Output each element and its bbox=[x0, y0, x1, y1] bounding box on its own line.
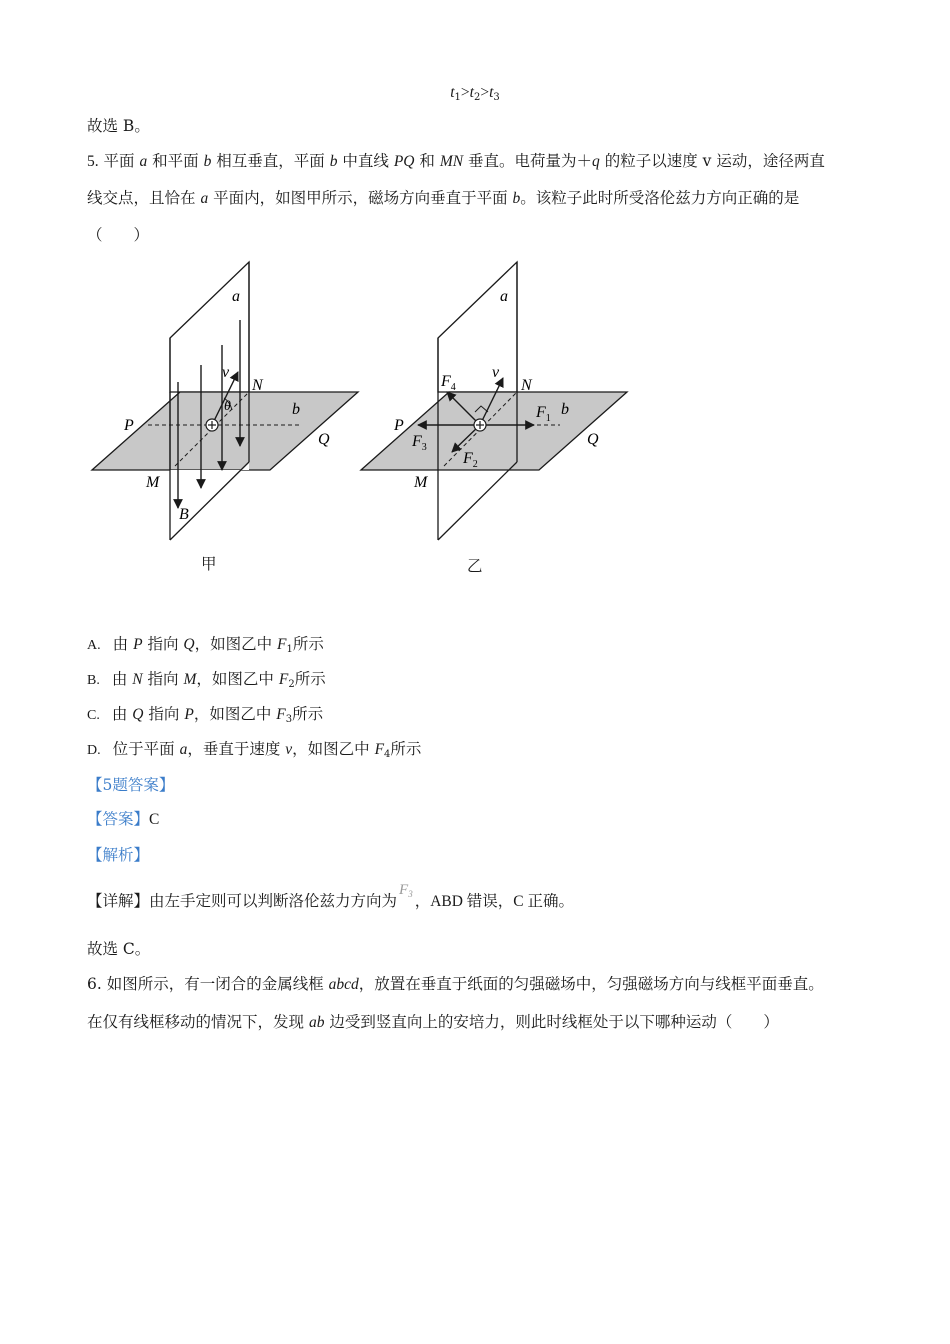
svg-text:b: b bbox=[292, 401, 300, 418]
f3-formula-image: $F_3$ bbox=[399, 882, 413, 899]
answer-header: 【5题答案】 bbox=[87, 776, 175, 794]
svg-text:F3: $F_3$ bbox=[412, 433, 427, 453]
svg-text:a: a bbox=[500, 288, 508, 305]
svg-text:b: b bbox=[561, 401, 569, 418]
svg-text:F4: $F_4$ bbox=[441, 373, 456, 393]
svg-text:a: a bbox=[232, 288, 240, 305]
analysis-tag: 【解析】 bbox=[87, 846, 150, 864]
svg-text:F1: $F_1$ bbox=[536, 404, 551, 424]
time-inequality: $t_1>t_2>t_3$ bbox=[450, 84, 500, 103]
diagram-yi bbox=[361, 262, 627, 540]
q5-line-3: （ ） bbox=[87, 226, 150, 244]
svg-text:M: M bbox=[146, 474, 160, 491]
conclusion: 故选 C。 bbox=[87, 940, 151, 958]
option-c[interactable]: C. 由 Q 指向 P，如图乙中 $F_3$所示 bbox=[87, 705, 324, 725]
magnetic-field-figure bbox=[80, 255, 640, 585]
answer-line: 【答案】C bbox=[87, 810, 160, 828]
diagram-jia bbox=[92, 262, 358, 540]
svg-text:Q: Q bbox=[318, 431, 330, 448]
svg-text:θ: θ bbox=[224, 399, 231, 414]
svg-text:F2: $F_2$ bbox=[463, 450, 478, 470]
previous-conclusion: 故选 B。 bbox=[87, 117, 150, 135]
svg-text:N: N bbox=[521, 377, 532, 394]
svg-text:Q: Q bbox=[587, 431, 599, 448]
caption-jia: 甲 bbox=[201, 555, 217, 573]
q5-line-1: 5. 平面 a 和平面 b 相互垂直，平面 b 中直线 PQ 和 MN 垂直。电荷量为＋q 的粒子以速度 v 运动，途径两直 bbox=[87, 152, 825, 170]
option-d[interactable]: D. 位于平面 a，垂直于速度 v，如图乙中 $F_4$所示 bbox=[87, 740, 422, 760]
option-b[interactable]: B. 由 N 指向 M，如图乙中 $F_2$所示 bbox=[87, 670, 326, 690]
svg-text:B: B bbox=[179, 506, 189, 523]
q5-line-2: 线交点，且恰在 a 平面内，如图甲所示，磁场方向垂直于平面 b。该粒子此时所受洛伦兹力方向正确的是 bbox=[87, 189, 800, 207]
svg-text:v: v bbox=[222, 364, 230, 381]
svg-text:v: v bbox=[492, 364, 500, 381]
caption-yi: 乙 bbox=[467, 557, 483, 575]
svg-text:P: P bbox=[394, 417, 404, 434]
q6-line-2: 在仅有线框移动的情况下，发现 ab 边受到竖直向上的安培力，则此时线框处于以下哪种运动（ ） bbox=[87, 1013, 779, 1031]
svg-text:M: M bbox=[414, 474, 428, 491]
svg-text:N: N bbox=[252, 377, 263, 394]
q6-line-1: 6. 如图所示，有一闭合的金属线框 abcd，放置在垂直于纸面的匀强磁场中，匀强磁场方向与线框平面垂直。 bbox=[87, 975, 824, 993]
option-a[interactable]: A. 由 P 指向 Q，如图乙中 $F_1$所示 bbox=[87, 635, 324, 655]
detail-line: 【详解】由左手定则可以判断洛伦兹力方向为$F_3$ ，ABD 错误，C 正确。 bbox=[87, 882, 575, 910]
svg-text:P: P bbox=[124, 417, 134, 434]
